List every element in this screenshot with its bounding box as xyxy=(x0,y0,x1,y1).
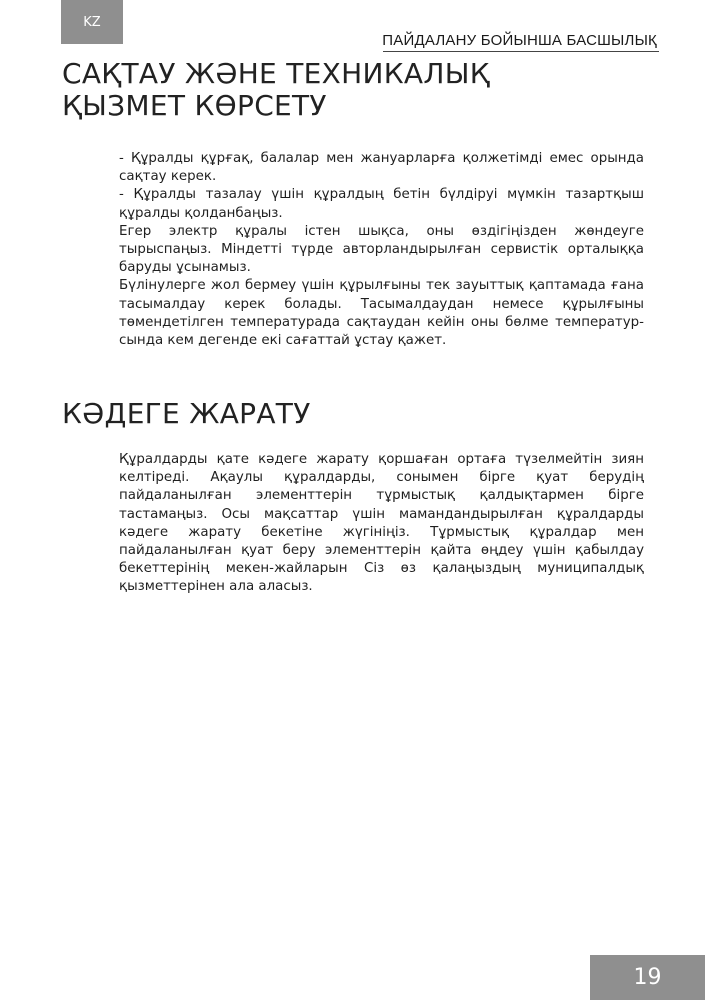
storage-instructions xyxy=(119,150,644,350)
header-divider xyxy=(383,51,659,52)
disposal-instructions xyxy=(119,451,644,597)
disposal-paragraph: Құралдарды қате кәдеге жарату қоршаған ортаға түзелмейтін зиян келтіреді. Ақаулы құралдарды, сонымен бірге қуат берудің пайдаланылған элементтерін тұрмыстық қалдықтармен бірге тастамаңыз. Осы мақсаттар үшін мамандандырылған құралдарды кәдеге жарату бекетіне жүгініңіз. Тұрмыстық құралдар мен пайдаланылған қуат беру элементтерін қайта өңдеу үшін қабылдау бекеттерінің мекен-жайларын Сіз өз қалаңыздың муниципалдық қызметтерінен ала аласыз. xyxy=(119,452,644,595)
running-header: ПАЙДАЛАНУ БОЙЫНША БАСШЫЛЫҚ xyxy=(382,32,657,49)
section-title-storage xyxy=(62,58,622,122)
page-number: 19 xyxy=(633,965,662,990)
section-title-line2: ҚЫЗМЕТ КӨРСЕТУ xyxy=(62,89,327,122)
section-title-disposal: КӘДЕГЕ ЖАРАТУ xyxy=(62,397,311,430)
instruction-paragraph: Егер электр құралы істен шықса, оны өздігіңізден жөндеуге тырыспаңыз. Міндетті түрде авторландырылған сервистік орталыққа баруды ұсынамыз. xyxy=(119,223,644,276)
section-title-line1: САҚТАУ ЖӘНЕ ТЕХНИКАЛЫҚ xyxy=(62,57,490,90)
instruction-paragraph: - Құралды құрғақ, балалар мен жануарларға қолжетімді емес орында сақтау керек. xyxy=(119,151,644,185)
language-code: KZ xyxy=(83,14,101,30)
instruction-paragraph: Бүлінулерге жол бермеу үшін құрылғыны тек зауыттық қаптамада ғана тасымалдау керек болады. Тасымалдаудан немесе құрылғыны төмендетілген температурада сақтаудан кейін оны бөлме температурсында кем дегенде екі сағаттай ұстау қажет. xyxy=(119,278,644,349)
language-tab xyxy=(61,0,123,44)
instruction-paragraph: - Құралды тазалау үшін құралдың бетін бүлдіруі мүмкін тазартқыш құралды қолданбаңыз. xyxy=(119,187,644,221)
page-number-tab xyxy=(590,955,705,1000)
